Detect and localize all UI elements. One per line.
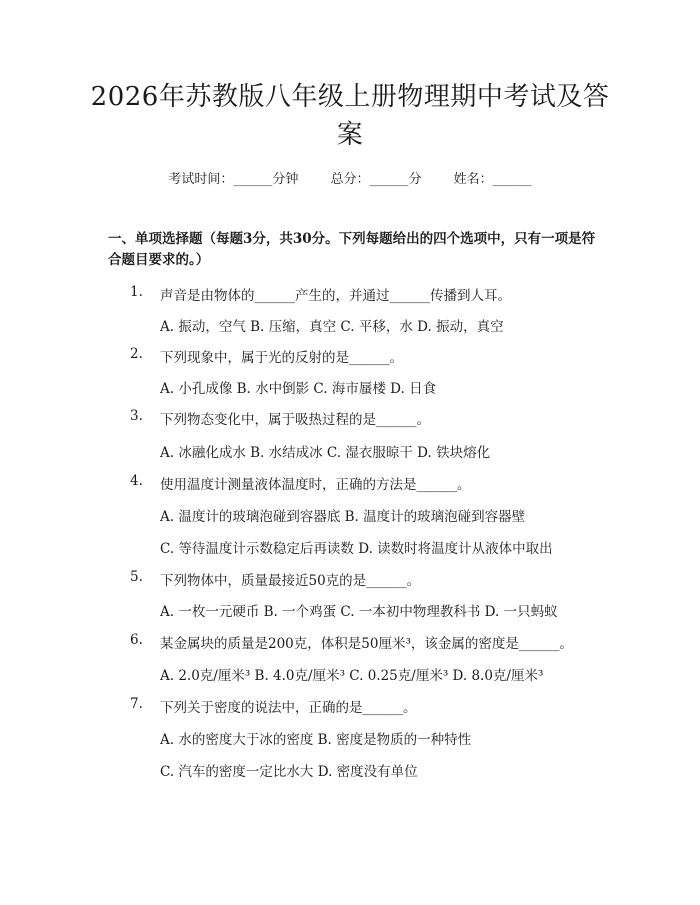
question-4-options-row-2: C. 等待温度计示数稳定后再读数 D. 读数时将温度计从液体中取出: [160, 541, 553, 557]
page-title: 2026年苏教版八年级上册物理期中考试及答案: [90, 82, 610, 150]
question-text: 某金属块的质量是200克，体积是50厘米³，该金属的密度是______。: [160, 636, 573, 652]
exam-info: [0, 168, 700, 187]
total-score: 总分：______分: [330, 172, 422, 187]
question-text: 下列现象中，属于光的反射的是______。: [160, 350, 403, 366]
question-text: 下列关于密度的说法中，正确的是______。: [160, 700, 417, 716]
question-number: 6.: [130, 632, 143, 648]
question-number: 2.: [130, 346, 143, 362]
question-6-options: A. 2.0克/厘米³ B. 4.0克/厘米³ C. 0.25克/厘米³ D. 8.0克/厘米³: [160, 668, 544, 684]
question-7-options-row-1: A. 水的密度大于冰的密度 B. 密度是物质的一种特性: [160, 732, 472, 748]
question-text: 声音是由物体的______产生的，并通过______传播到人耳。: [160, 288, 511, 304]
question-3-options: A. 冰融化成水 B. 水结成冰 C. 湿衣服晾干 D. 铁块熔化: [160, 445, 491, 461]
question-text: 下列物体中，质量最接近50克的是______。: [160, 573, 421, 589]
section-heading: 一、单项选择题（每题3分，共30分。下列每题给出的四个选项中，只有一项是符合题目要求的。）: [108, 231, 596, 268]
question-text: 使用温度计测量液体温度时，正确的方法是______。: [160, 477, 471, 493]
question-number: 4.: [130, 473, 143, 489]
question-number: 5.: [130, 569, 143, 585]
question-number: 7.: [130, 696, 143, 712]
question-7-options-row-2: C. 汽车的密度一定比水大 D. 密度没有单位: [160, 764, 418, 780]
question-2-options: A. 小孔成像 B. 水中倒影 C. 海市蜃楼 D. 日食: [160, 381, 437, 397]
question-1-options: A. 振动，空气 B. 压缩，真空 C. 平移，水 D. 振动，真空: [160, 319, 504, 335]
question-number: 3.: [130, 408, 143, 424]
question-text: 下列物态变化中，属于吸热过程的是______。: [160, 412, 430, 428]
question-number: 1.: [130, 284, 143, 300]
question-5-options: A. 一枚一元硬币 B. 一个鸡蛋 C. 一本初中物理教科书 D. 一只蚂蚁: [160, 604, 558, 620]
question-4-options-row-1: A. 温度计的玻璃泡碰到容器底 B. 温度计的玻璃泡碰到容器壁: [160, 509, 526, 525]
student-name: 姓名：______: [453, 172, 532, 187]
exam-time: 考试时间：______分钟: [168, 172, 299, 187]
